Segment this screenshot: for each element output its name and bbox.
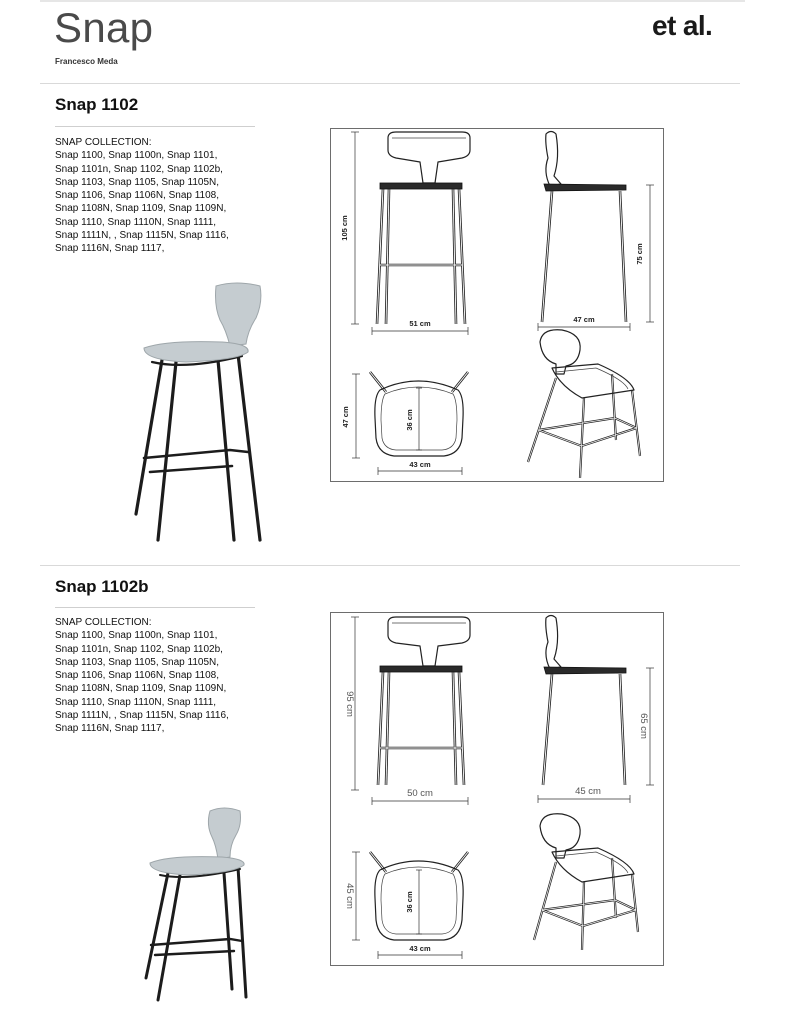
front-height-label: 105 cm [340,215,349,241]
stool-photo [138,803,250,1003]
stool-frame [136,354,260,540]
front-legs [378,672,464,785]
brand-logo: et al. [652,10,713,41]
perspective-seat-edge [556,368,628,389]
top-border [40,0,745,2]
top-seat-depth-label: 36 cm [405,891,414,913]
side-legs [542,191,626,322]
side-legs [543,674,625,785]
side-seat [544,667,626,674]
perspective-seat [552,364,634,398]
collection-line: Snap 1103, Snap 1105, Snap 1105N, [55,176,220,188]
collection-line: Snap 1103, Snap 1105, Snap 1105N, [55,656,220,668]
collection-title: Snap [54,4,154,51]
collection-line: Snap 1110, Snap 1110N, Snap 1111, [55,696,217,708]
stool-photo [126,278,268,548]
top-width-label: 43 cm [409,460,431,469]
front-seat [380,666,462,672]
top-view [344,852,468,959]
top-depth-dimension [352,374,360,458]
side-backrest [546,132,561,187]
side-depth-label: 45 cm [575,786,601,797]
top-seat-depth-dimension [416,870,422,934]
front-width-dimension [372,327,468,335]
section-divider [40,565,740,566]
collection-line: Snap 1101n, Snap 1102, Snap 1102b, [55,163,223,175]
perspective-view [528,330,640,478]
collection-list [55,136,229,256]
stool-backrest [216,283,261,346]
title-underline [55,607,255,608]
collection-line: Snap 1116N, Snap 1117, [55,723,165,735]
top-seat-depth-label: 36 cm [405,409,414,431]
perspective-view [534,814,638,950]
collection-line: Snap 1111N, , Snap 1115N, Snap 1116, [55,710,229,722]
side-view [538,616,654,804]
perspective-seat [552,848,634,882]
collection-line: Snap 1100, Snap 1100n, Snap 1101, [55,150,218,162]
front-legs [377,189,465,324]
designer-name: Francesco Meda [55,57,118,66]
top-depth-label: 47 cm [341,406,350,428]
side-height-label: 65 cm [638,713,649,739]
top-legs [370,852,468,872]
front-width-label: 51 cm [409,319,431,328]
top-seat-depth-dimension [416,388,422,450]
front-height-label: 95 cm [344,691,355,717]
perspective-legs [534,858,638,950]
side-height-label: 75 cm [635,243,644,265]
top-width-label: 43 cm [409,944,431,953]
technical-drawing [330,612,664,966]
front-backrest [388,617,470,666]
collection-line: Snap 1111N, , Snap 1115N, Snap 1116, [55,230,229,242]
front-height-dimension [351,132,359,324]
side-seat [544,184,626,191]
technical-drawing [330,128,664,482]
collection-heading: SNAP COLLECTION: [55,137,152,148]
collection-line: Snap 1108N, Snap 1109, Snap 1109N, [55,683,227,695]
front-seat [380,183,462,189]
front-width-label: 50 cm [407,788,433,799]
product-title: Snap 1102b [55,577,149,596]
header-divider [40,83,740,84]
collection-line: Snap 1110, Snap 1110N, Snap 1111, [55,216,217,228]
top-depth-label: 45 cm [344,883,355,909]
collection-line: Snap 1106, Snap 1106N, Snap 1108, [55,190,220,202]
side-backrest [546,616,561,670]
collection-list [55,616,229,736]
front-view [344,617,470,805]
collection-line: Snap 1100, Snap 1100n, Snap 1101, [55,630,218,642]
stool-seat [150,857,244,875]
perspective-legs [528,374,640,478]
technical-drawing-panel [330,128,664,482]
stool-frame [146,867,246,1000]
collection-line: Snap 1108N, Snap 1109, Snap 1109N, [55,203,227,215]
side-depth-label: 47 cm [573,315,595,324]
technical-drawing-panel [330,612,664,966]
collection-heading: SNAP COLLECTION: [55,617,152,628]
collection-line: Snap 1116N, Snap 1117, [55,243,165,255]
front-view [340,132,470,335]
side-view [538,132,654,332]
collection-line: Snap 1106, Snap 1106N, Snap 1108, [55,670,220,682]
top-view [341,372,468,475]
side-height-dimension [646,185,654,322]
front-backrest [388,132,470,183]
title-underline [55,126,255,127]
product-title: Snap 1102 [55,95,139,114]
collection-line: Snap 1101n, Snap 1102, Snap 1102b, [55,643,223,655]
perspective-seat-edge [556,852,628,873]
stool-backrest [208,808,240,859]
